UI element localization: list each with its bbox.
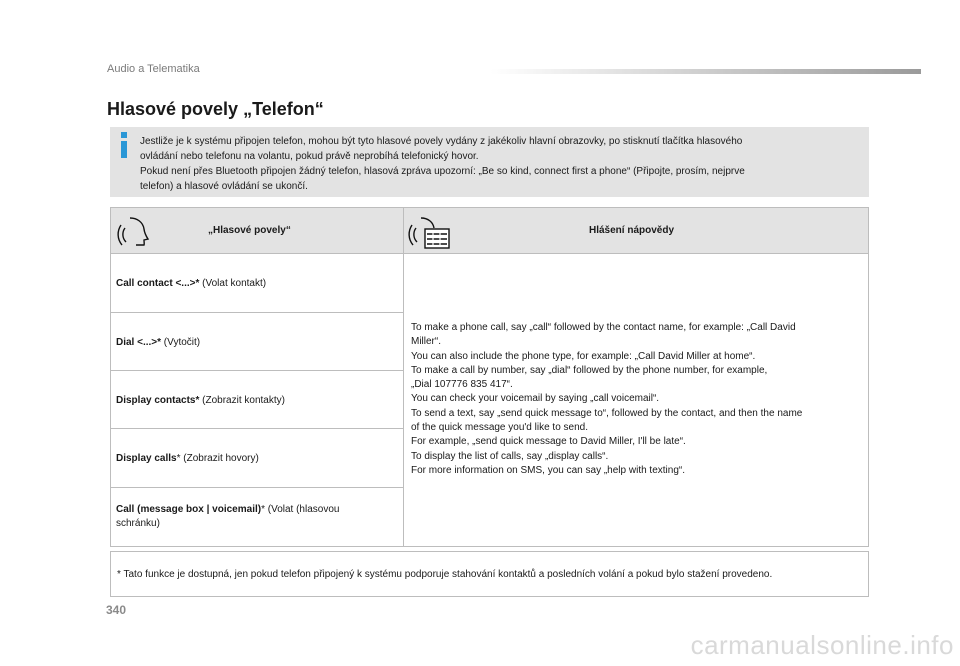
- help-text: [411, 321, 859, 478]
- command-name: Call (message box | voicemail): [116, 504, 262, 515]
- help-line: You can also include the phone type, for example: „Call David Miller at home“.: [411, 350, 756, 362]
- command-name: Call contact <...>*: [116, 278, 200, 289]
- command-translation: * (Volat (hlasovou schránku): [116, 504, 340, 529]
- help-cell: [404, 254, 868, 546]
- help-line: For example, „send quick message to David Miller, I'll be late“.: [411, 436, 686, 448]
- voice-help-icon: [408, 214, 452, 250]
- command-text: [116, 336, 386, 350]
- help-line: To send a text, say „send quick message to“, followed by the contact, and then the name: [411, 407, 803, 419]
- footnote-box: [110, 551, 869, 597]
- info-line: ovládání nebo telefonu na volantu, pokud právě neprobíhá telefonický hovor.: [140, 151, 479, 162]
- table-row: [111, 429, 404, 488]
- command-name: Display contacts*: [116, 395, 200, 406]
- footnote-text: * Tato funkce je dostupná, jen pokud telefon připojený k systému podporuje stahování kontaktů a posledních volání a pokud bylo stažení provedeno.: [117, 569, 773, 580]
- command-text: [116, 394, 386, 408]
- col1-header: „Hlasové povely“: [208, 225, 291, 236]
- watermark: carmanualsonline.info: [690, 630, 954, 660]
- command-text: [116, 503, 386, 531]
- voice-commands-table: [110, 207, 869, 547]
- help-line: For more information on SMS, you can say „help with texting“.: [411, 464, 686, 476]
- table-row: [111, 371, 404, 429]
- help-line: You can check your voicemail by saying „call voicemail“.: [411, 393, 660, 405]
- command-name: Display calls: [116, 453, 177, 464]
- voice-command-icon: [117, 214, 151, 248]
- info-icon: [118, 132, 130, 158]
- info-box: [110, 127, 869, 197]
- command-translation: * (Zobrazit hovory): [176, 453, 259, 464]
- header-section-label: Audio a Telematika: [107, 63, 200, 75]
- help-line: To display the list of calls, say „display calls“.: [411, 450, 609, 462]
- help-line: „Dial 107776 835 417“.: [411, 379, 513, 391]
- help-line: of the quick message you'd like to send.: [411, 422, 589, 434]
- page-title: Hlasové povely „Telefon“: [107, 99, 324, 119]
- info-line: telefon) a hlasové ovládání se ukončí.: [140, 181, 308, 192]
- header-decorative-bar: [490, 69, 921, 74]
- command-text: [116, 452, 386, 466]
- page-number: 340: [106, 603, 127, 617]
- table-header-help: [404, 208, 868, 254]
- command-text: [116, 277, 386, 291]
- command-name: Dial <...>*: [116, 337, 162, 348]
- help-line: To make a call by number, say „dial“ followed by the phone number, for example,: [411, 364, 768, 376]
- table-header-commands: [111, 208, 404, 254]
- help-line: Miller“.: [411, 336, 441, 348]
- info-line: Pokud není přes Bluetooth připojen žádný telefon, hlasová zpráva upozorní: „Be so kind, connect first a phone“ (Připojte, prosím, nejprve: [140, 166, 745, 177]
- col2-header: Hlášení nápovědy: [589, 225, 675, 236]
- command-translation: (Volat kontakt): [199, 278, 267, 289]
- table-row: [111, 313, 404, 371]
- table-row: [111, 488, 404, 546]
- info-line: Jestliže je k systému připojen telefon, mohou být tyto hlasové povely vydány z jakékoliv hlavní obrazovky, po stisknutí tlačítka hlasového: [140, 136, 743, 147]
- help-line: To make a phone call, say „call“ followed by the contact name, for example: „Call David: [411, 322, 796, 333]
- command-translation: (Zobrazit kontakty): [199, 395, 285, 406]
- table-row: [111, 254, 404, 313]
- command-translation: (Vytočit): [161, 337, 201, 348]
- info-text: [140, 134, 860, 194]
